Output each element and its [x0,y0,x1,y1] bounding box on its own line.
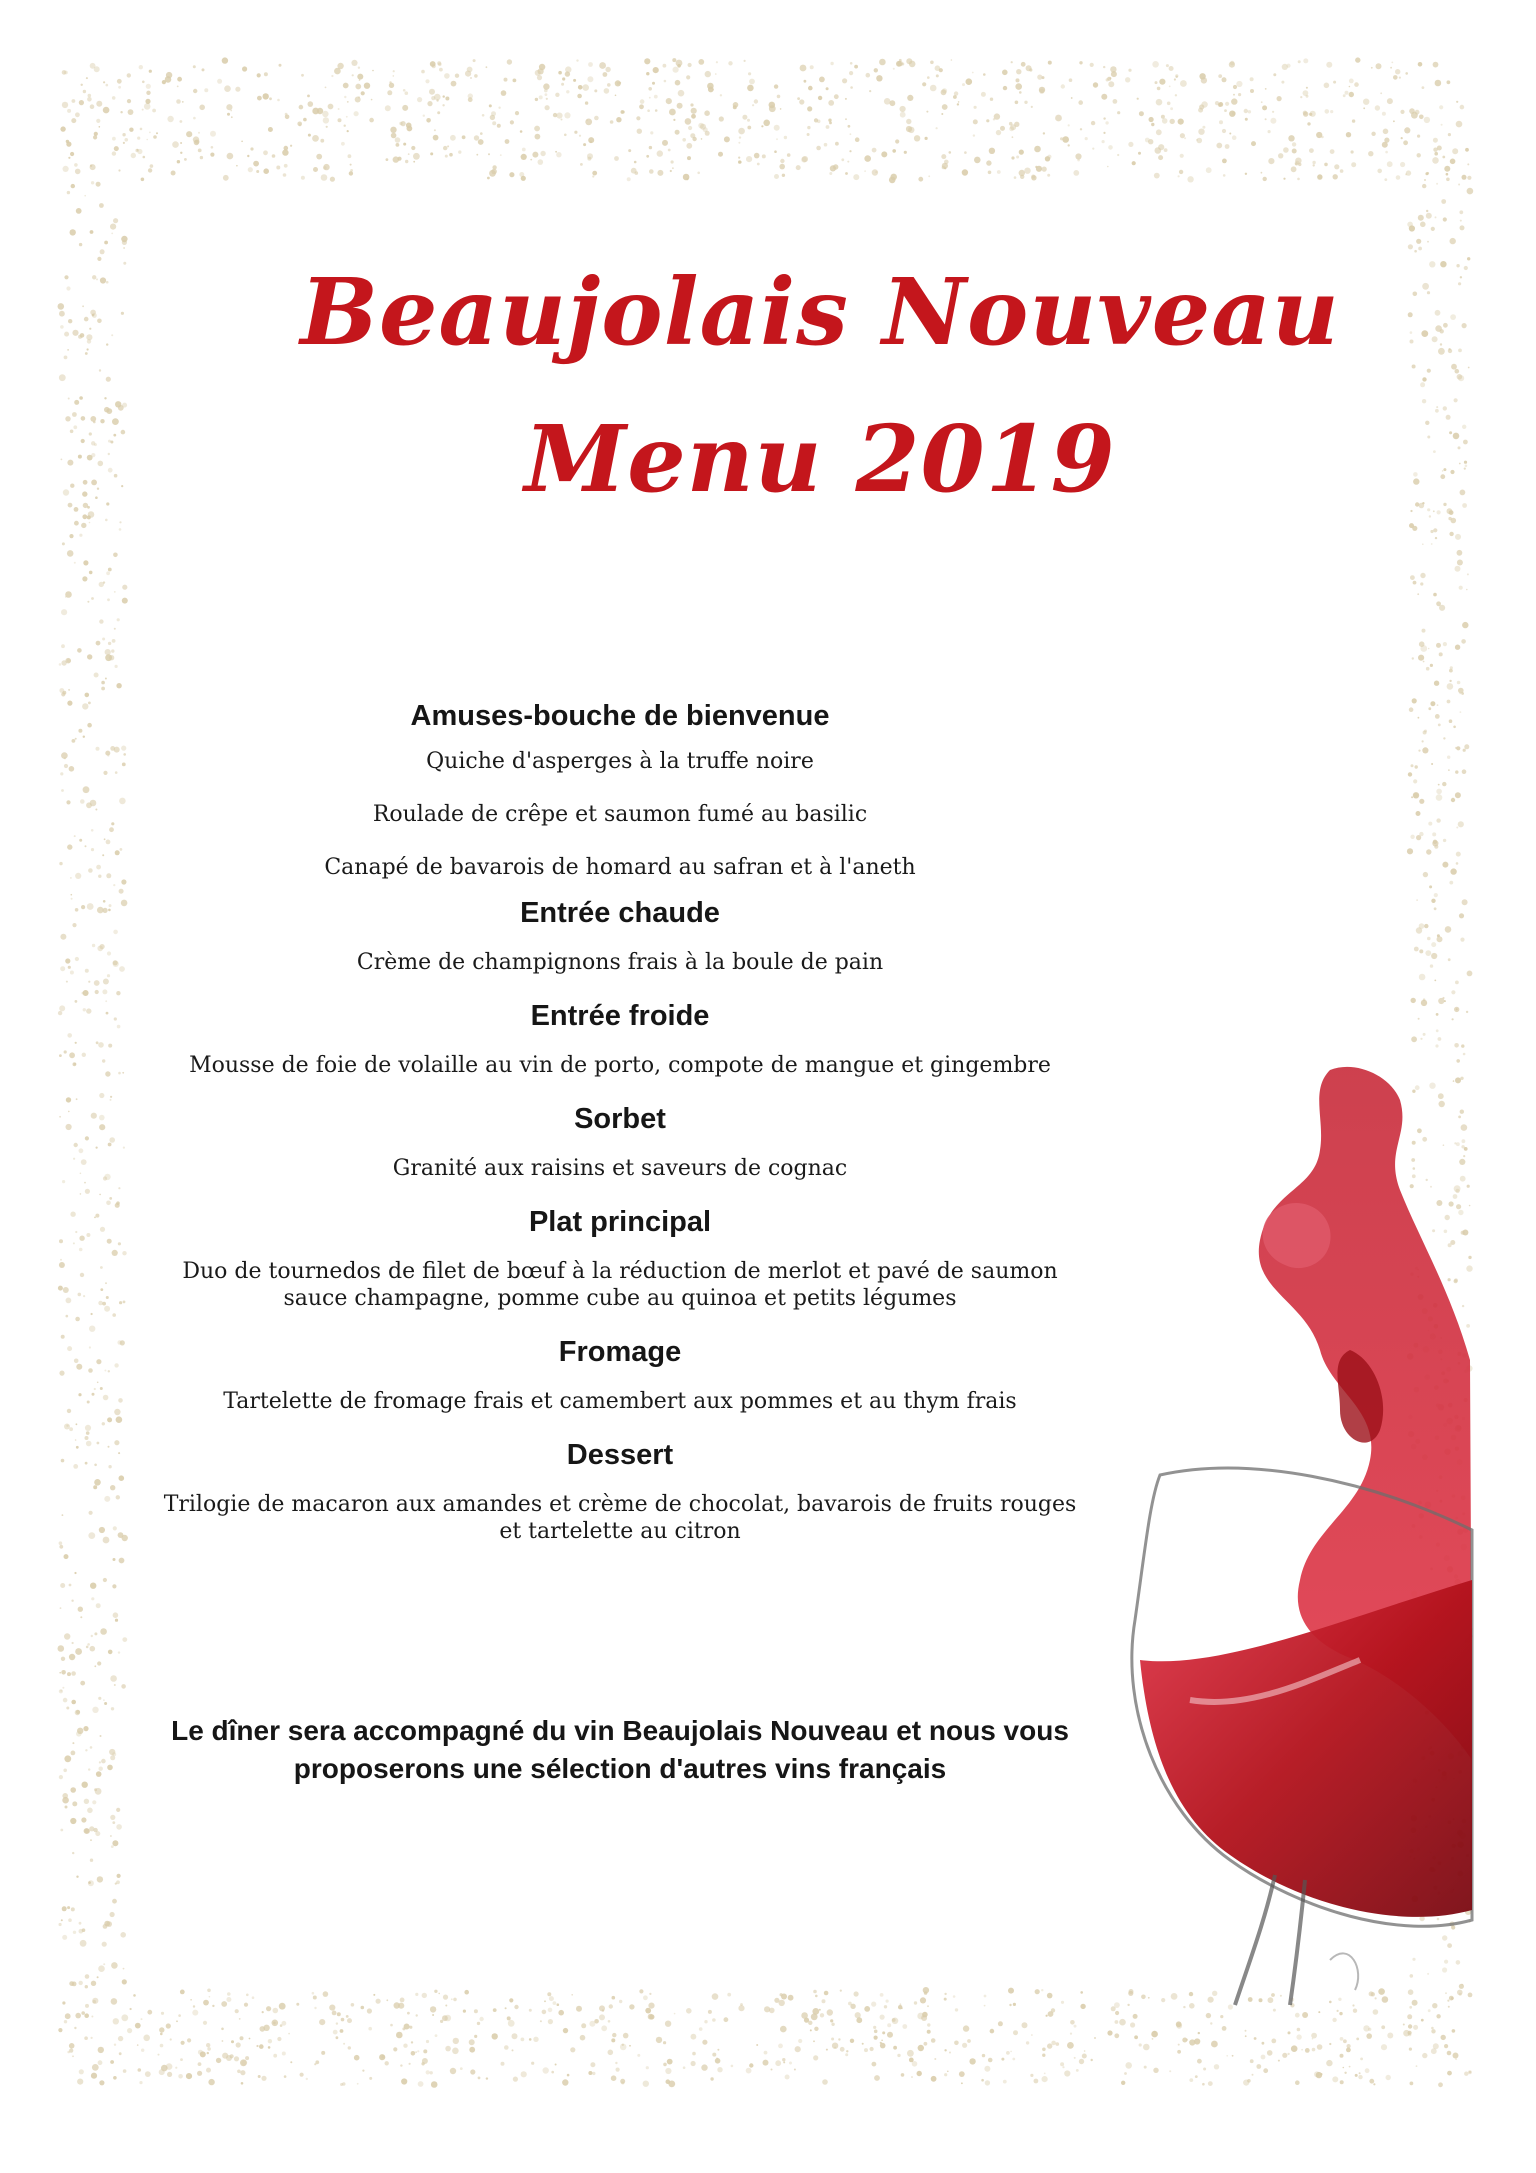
menu-item: Crème de champignons frais à la boule de pain [356,950,884,975]
menu-content [150,690,1090,1559]
wine-in-glass [1140,1580,1472,1917]
section-heading: Plat principal [528,1206,712,1238]
menu-section [150,1093,1090,1196]
menu-section [150,990,1090,1093]
menu-item: Canapé de bavarois de homard au safran et à l'aneth [324,855,916,880]
closing-line-1: Le dîner sera accompagné du vin Beaujolais Nouveau et nous vous [171,1715,1069,1746]
menu-section [150,1429,1090,1559]
section-heading: Amuses-bouche de bienvenue [410,700,830,732]
menu-item: sauce champagne, pomme cube au quinoa et petits légumes [283,1286,957,1311]
menu-item: Trilogie de macaron aux amandes et crème de chocolat, bavarois de fruits rouges [163,1492,1077,1517]
menu-title-line-2: Menu 2019 [524,405,1116,513]
menu-item: Roulade de crêpe et saumon fumé au basilic [372,802,868,827]
closing-note [140,1712,1100,1788]
menu-item: Tartelette de fromage frais et camembert aux pommes et au thym frais [223,1389,1017,1414]
section-heading: Entrée chaude [520,897,720,929]
menu-title-line-1: Beaujolais Nouveau [300,258,1340,366]
menu-item: Duo de tournedos de filet de bœuf à la réduction de merlot et pavé de saumon [182,1259,1058,1284]
closing-line-2: proposerons une sélection d'autres vins français [293,1753,947,1784]
menu-section [150,1326,1090,1429]
menu-item: Mousse de foie de volaille au vin de porto, compote de mangue et gingembre [189,1053,1051,1078]
section-heading: Sorbet [574,1103,666,1135]
section-heading: Fromage [558,1336,682,1368]
section-heading: Entrée froide [530,1000,710,1032]
menu-section [150,690,1090,887]
glass-stem [1235,1875,1305,2005]
menu-section [150,887,1090,990]
menu-item: et tartelette au citron [499,1519,741,1544]
menu-item: Granité aux raisins et saveurs de cognac [392,1156,848,1181]
menu-section [150,1196,1090,1326]
wine-glass-illustration [1100,1060,1480,2010]
section-heading: Dessert [566,1439,674,1471]
menu-item: Quiche d'asperges à la truffe noire [426,749,814,774]
